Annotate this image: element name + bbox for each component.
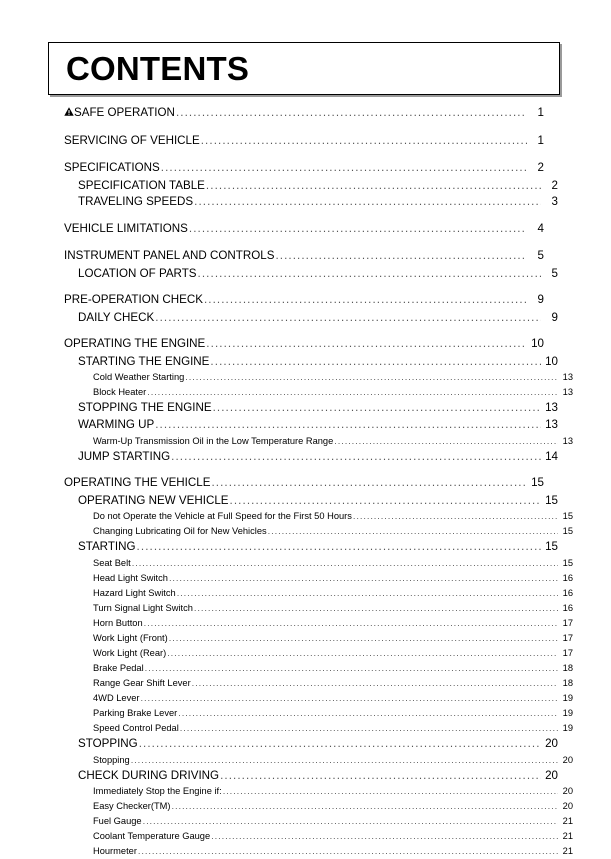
toc-entry[interactable] (78, 400, 558, 417)
toc-dot-leader (204, 291, 527, 310)
toc-page-number: 18 (562, 662, 573, 673)
toc-page-number: 15 (562, 511, 573, 522)
toc-page-number: 15 (545, 540, 558, 554)
toc-entry[interactable] (93, 661, 573, 676)
toc-dot-leader (213, 400, 541, 417)
toc-entry[interactable] (93, 616, 573, 631)
toc-entry-label: WARMING UP (78, 418, 155, 432)
toc-page-number: 15 (562, 557, 573, 568)
toc-entry-label: STOPPING (78, 736, 138, 750)
toc-dot-leader (220, 768, 541, 785)
toc-page-number: 16 (562, 602, 573, 613)
toc-entry-label: VEHICLE LIMITATIONS (64, 221, 188, 235)
toc-entry-label: Changing Lubricating Oil for New Vehicles (93, 526, 267, 537)
toc-entry[interactable] (93, 799, 573, 814)
toc-dot-leader (353, 509, 558, 524)
toc-entry[interactable] (93, 601, 573, 616)
table-of-contents (64, 104, 573, 859)
toc-page-number: 10 (531, 337, 544, 351)
toc-entry-label: STOPPING THE ENGINE (78, 401, 212, 415)
toc-entry[interactable] (64, 335, 544, 354)
warning-triangle-icon (64, 107, 74, 116)
toc-dot-leader (206, 335, 527, 354)
toc-dot-leader (177, 586, 558, 601)
toc-entry[interactable] (93, 631, 573, 646)
toc-dot-leader (137, 539, 541, 556)
toc-dot-leader (178, 706, 558, 721)
toc-dot-leader (194, 601, 558, 616)
toc-page-number: 13 (562, 435, 573, 446)
toc-entry-label: Stopping (93, 754, 130, 765)
toc-entry[interactable] (64, 247, 544, 266)
toc-dot-leader (194, 194, 541, 211)
toc-dot-leader (138, 844, 558, 859)
toc-page-number: 21 (562, 816, 573, 827)
toc-entry[interactable] (93, 586, 573, 601)
toc-entry[interactable] (78, 768, 558, 785)
toc-page-number: 19 (562, 707, 573, 718)
toc-entry-label: Seat Belt (93, 557, 131, 568)
toc-page-number: 16 (562, 587, 573, 598)
toc-dot-leader (172, 799, 559, 814)
toc-dot-leader (139, 736, 541, 753)
toc-entry[interactable] (64, 104, 544, 123)
toc-entry-label: 4WD Lever (93, 692, 140, 703)
toc-page-number: 21 (562, 831, 573, 842)
toc-entry-label: DAILY CHECK (78, 310, 155, 324)
toc-page-number: 13 (562, 387, 573, 398)
toc-entry-label: Range Gear Shift Lever (93, 677, 191, 688)
toc-entry-label: STARTING (78, 540, 136, 554)
toc-page-number: 20 (562, 801, 573, 812)
toc-page-number: 20 (545, 736, 558, 750)
toc-entry-label: TRAVELING SPEEDS (78, 195, 194, 209)
toc-page-number: 13 (545, 418, 558, 432)
toc-page-number: 14 (545, 449, 558, 463)
toc-dot-leader (147, 385, 558, 400)
toc-page-number: 20 (562, 786, 573, 797)
toc-entry[interactable] (78, 266, 558, 283)
toc-dot-leader (180, 721, 558, 736)
toc-entry-label: Turn Signal Light Switch (93, 602, 193, 613)
toc-dot-leader (141, 691, 559, 706)
toc-dot-leader (211, 829, 558, 844)
toc-entry[interactable] (78, 310, 558, 327)
toc-page-number: 13 (545, 401, 558, 415)
toc-page-number: 10 (545, 354, 558, 368)
toc-entry-label: Speed Control Pedal (93, 722, 179, 733)
toc-entry[interactable] (93, 556, 573, 571)
toc-page-number: 9 (551, 310, 558, 324)
toc-entry-label: OPERATING NEW VEHICLE (78, 493, 229, 507)
toc-page-number: 16 (562, 572, 573, 583)
toc-dot-leader (189, 220, 527, 239)
toc-entry-label: Warm-Up Transmission Oil in the Low Temperature Range (93, 435, 334, 446)
toc-entry-label: Parking Brake Lever (93, 707, 178, 718)
toc-entry-label: Coolant Temperature Gauge (93, 831, 211, 842)
toc-page-number: 20 (545, 768, 558, 782)
toc-page-number: 1 (537, 106, 544, 119)
toc-entry-label: OPERATING THE VEHICLE (64, 476, 211, 490)
toc-page-number: 4 (537, 221, 544, 235)
toc-entry[interactable] (64, 291, 544, 310)
toc-page-number: 19 (562, 722, 573, 733)
toc-page-number: 2 (537, 161, 544, 174)
toc-dot-leader (230, 493, 541, 510)
toc-entry-label: JUMP STARTING (78, 449, 171, 463)
toc-entry[interactable] (93, 676, 573, 691)
toc-dot-leader (176, 104, 527, 123)
toc-entry-label: SERVICING OF VEHICLE (64, 133, 200, 147)
toc-dot-leader (192, 676, 558, 691)
toc-dot-leader (169, 631, 558, 646)
toc-dot-leader (167, 646, 558, 661)
toc-dot-leader (145, 661, 558, 676)
toc-entry[interactable] (93, 370, 573, 385)
toc-entry[interactable] (78, 354, 558, 371)
toc-entry-label: SAFE OPERATION (74, 106, 175, 119)
toc-page-number: 15 (531, 476, 544, 490)
toc-entry[interactable] (64, 220, 544, 239)
toc-dot-leader (198, 266, 541, 283)
page-title: CONTENTS (66, 50, 250, 87)
toc-entry[interactable] (93, 829, 573, 844)
toc-page-number: 21 (562, 846, 573, 857)
toc-entry-label: LOCATION OF PARTS (78, 266, 197, 280)
toc-page-number: 3 (551, 195, 558, 209)
toc-entry[interactable] (93, 721, 573, 736)
toc-entry-label: SPECIFICATION TABLE (78, 178, 205, 192)
toc-entry-label: Hourmeter (93, 846, 137, 857)
toc-entry-label: Cold Weather Starting (93, 372, 185, 383)
toc-dot-leader (210, 354, 541, 371)
toc-entry-label: Do not Operate the Vehicle at Full Speed for the First 50 Hours (93, 511, 352, 522)
toc-dot-leader (169, 571, 558, 586)
toc-entry-label: PRE-OPERATION CHECK (64, 293, 203, 307)
toc-entry[interactable] (93, 385, 573, 400)
toc-entry[interactable] (78, 194, 558, 211)
toc-page-number: 19 (562, 692, 573, 703)
toc-entry-label: Easy Checker(TM) (93, 801, 171, 812)
toc-dot-leader (161, 159, 527, 178)
toc-entry-label: INSTRUMENT PANEL AND CONTROLS (64, 249, 275, 263)
toc-entry[interactable] (78, 736, 558, 753)
toc-entry[interactable] (93, 571, 573, 586)
toc-page-number: 17 (562, 647, 573, 658)
toc-dot-leader (171, 449, 541, 466)
toc-dot-leader (144, 616, 558, 631)
toc-entry[interactable] (93, 434, 573, 449)
toc-entry-label: Block Heater (93, 387, 147, 398)
toc-entry-label: STARTING THE ENGINE (78, 354, 210, 368)
toc-entry[interactable] (93, 814, 573, 829)
toc-entry[interactable] (93, 706, 573, 721)
toc-entry-label: Work Light (Rear) (93, 647, 167, 658)
toc-dot-leader (155, 417, 541, 434)
toc-entry-label: Immediately Stop the Engine if: (93, 786, 222, 797)
toc-entry[interactable] (93, 844, 573, 859)
toc-entry[interactable] (64, 159, 544, 178)
toc-dot-leader (211, 474, 527, 493)
toc-dot-leader (185, 370, 558, 385)
toc-entry[interactable] (93, 524, 573, 539)
toc-dot-leader (275, 247, 527, 266)
toc-page-number: 2 (551, 178, 558, 192)
toc-page-number: 5 (551, 266, 558, 280)
toc-dot-leader (131, 753, 558, 768)
toc-entry-label: CHECK DURING DRIVING (78, 768, 220, 782)
toc-page-number: 17 (562, 632, 573, 643)
toc-dot-leader (201, 132, 527, 151)
toc-entry[interactable] (93, 753, 573, 768)
toc-entry[interactable] (93, 646, 573, 661)
toc-dot-leader (334, 434, 558, 449)
toc-entry-label: Head Light Switch (93, 572, 168, 583)
toc-entry[interactable] (78, 178, 558, 195)
toc-page-number: 15 (562, 526, 573, 537)
toc-page-number: 13 (562, 372, 573, 383)
toc-entry[interactable] (78, 417, 558, 434)
toc-entry-label: Hazard Light Switch (93, 587, 176, 598)
toc-dot-leader (155, 310, 541, 327)
toc-entry[interactable] (64, 474, 544, 493)
toc-entry-label: SPECIFICATIONS (64, 161, 160, 174)
toc-entry[interactable] (93, 509, 573, 524)
toc-page-number: 5 (537, 249, 544, 263)
toc-dot-leader (268, 524, 558, 539)
toc-entry[interactable] (78, 539, 558, 556)
toc-page-number: 20 (562, 754, 573, 765)
contents-title-box (48, 42, 560, 95)
toc-page-number: 1 (537, 133, 544, 147)
toc-entry[interactable] (93, 691, 573, 706)
toc-dot-leader (206, 178, 541, 195)
toc-dot-leader (132, 556, 558, 571)
toc-entry-label: Brake Pedal (93, 662, 144, 673)
toc-entry-label: Fuel Gauge (93, 816, 142, 827)
toc-entry[interactable] (78, 449, 558, 466)
toc-dot-leader (143, 814, 558, 829)
toc-entry[interactable] (78, 493, 558, 510)
toc-entry[interactable] (64, 132, 544, 151)
toc-page-number: 17 (562, 617, 573, 628)
toc-page-number: 18 (562, 677, 573, 688)
toc-page-number: 9 (537, 293, 544, 307)
toc-entry-label: OPERATING THE ENGINE (64, 337, 206, 351)
toc-page-number: 15 (545, 493, 558, 507)
toc-entry-label: Work Light (Front) (93, 632, 168, 643)
toc-entry-label: Horn Button (93, 617, 143, 628)
